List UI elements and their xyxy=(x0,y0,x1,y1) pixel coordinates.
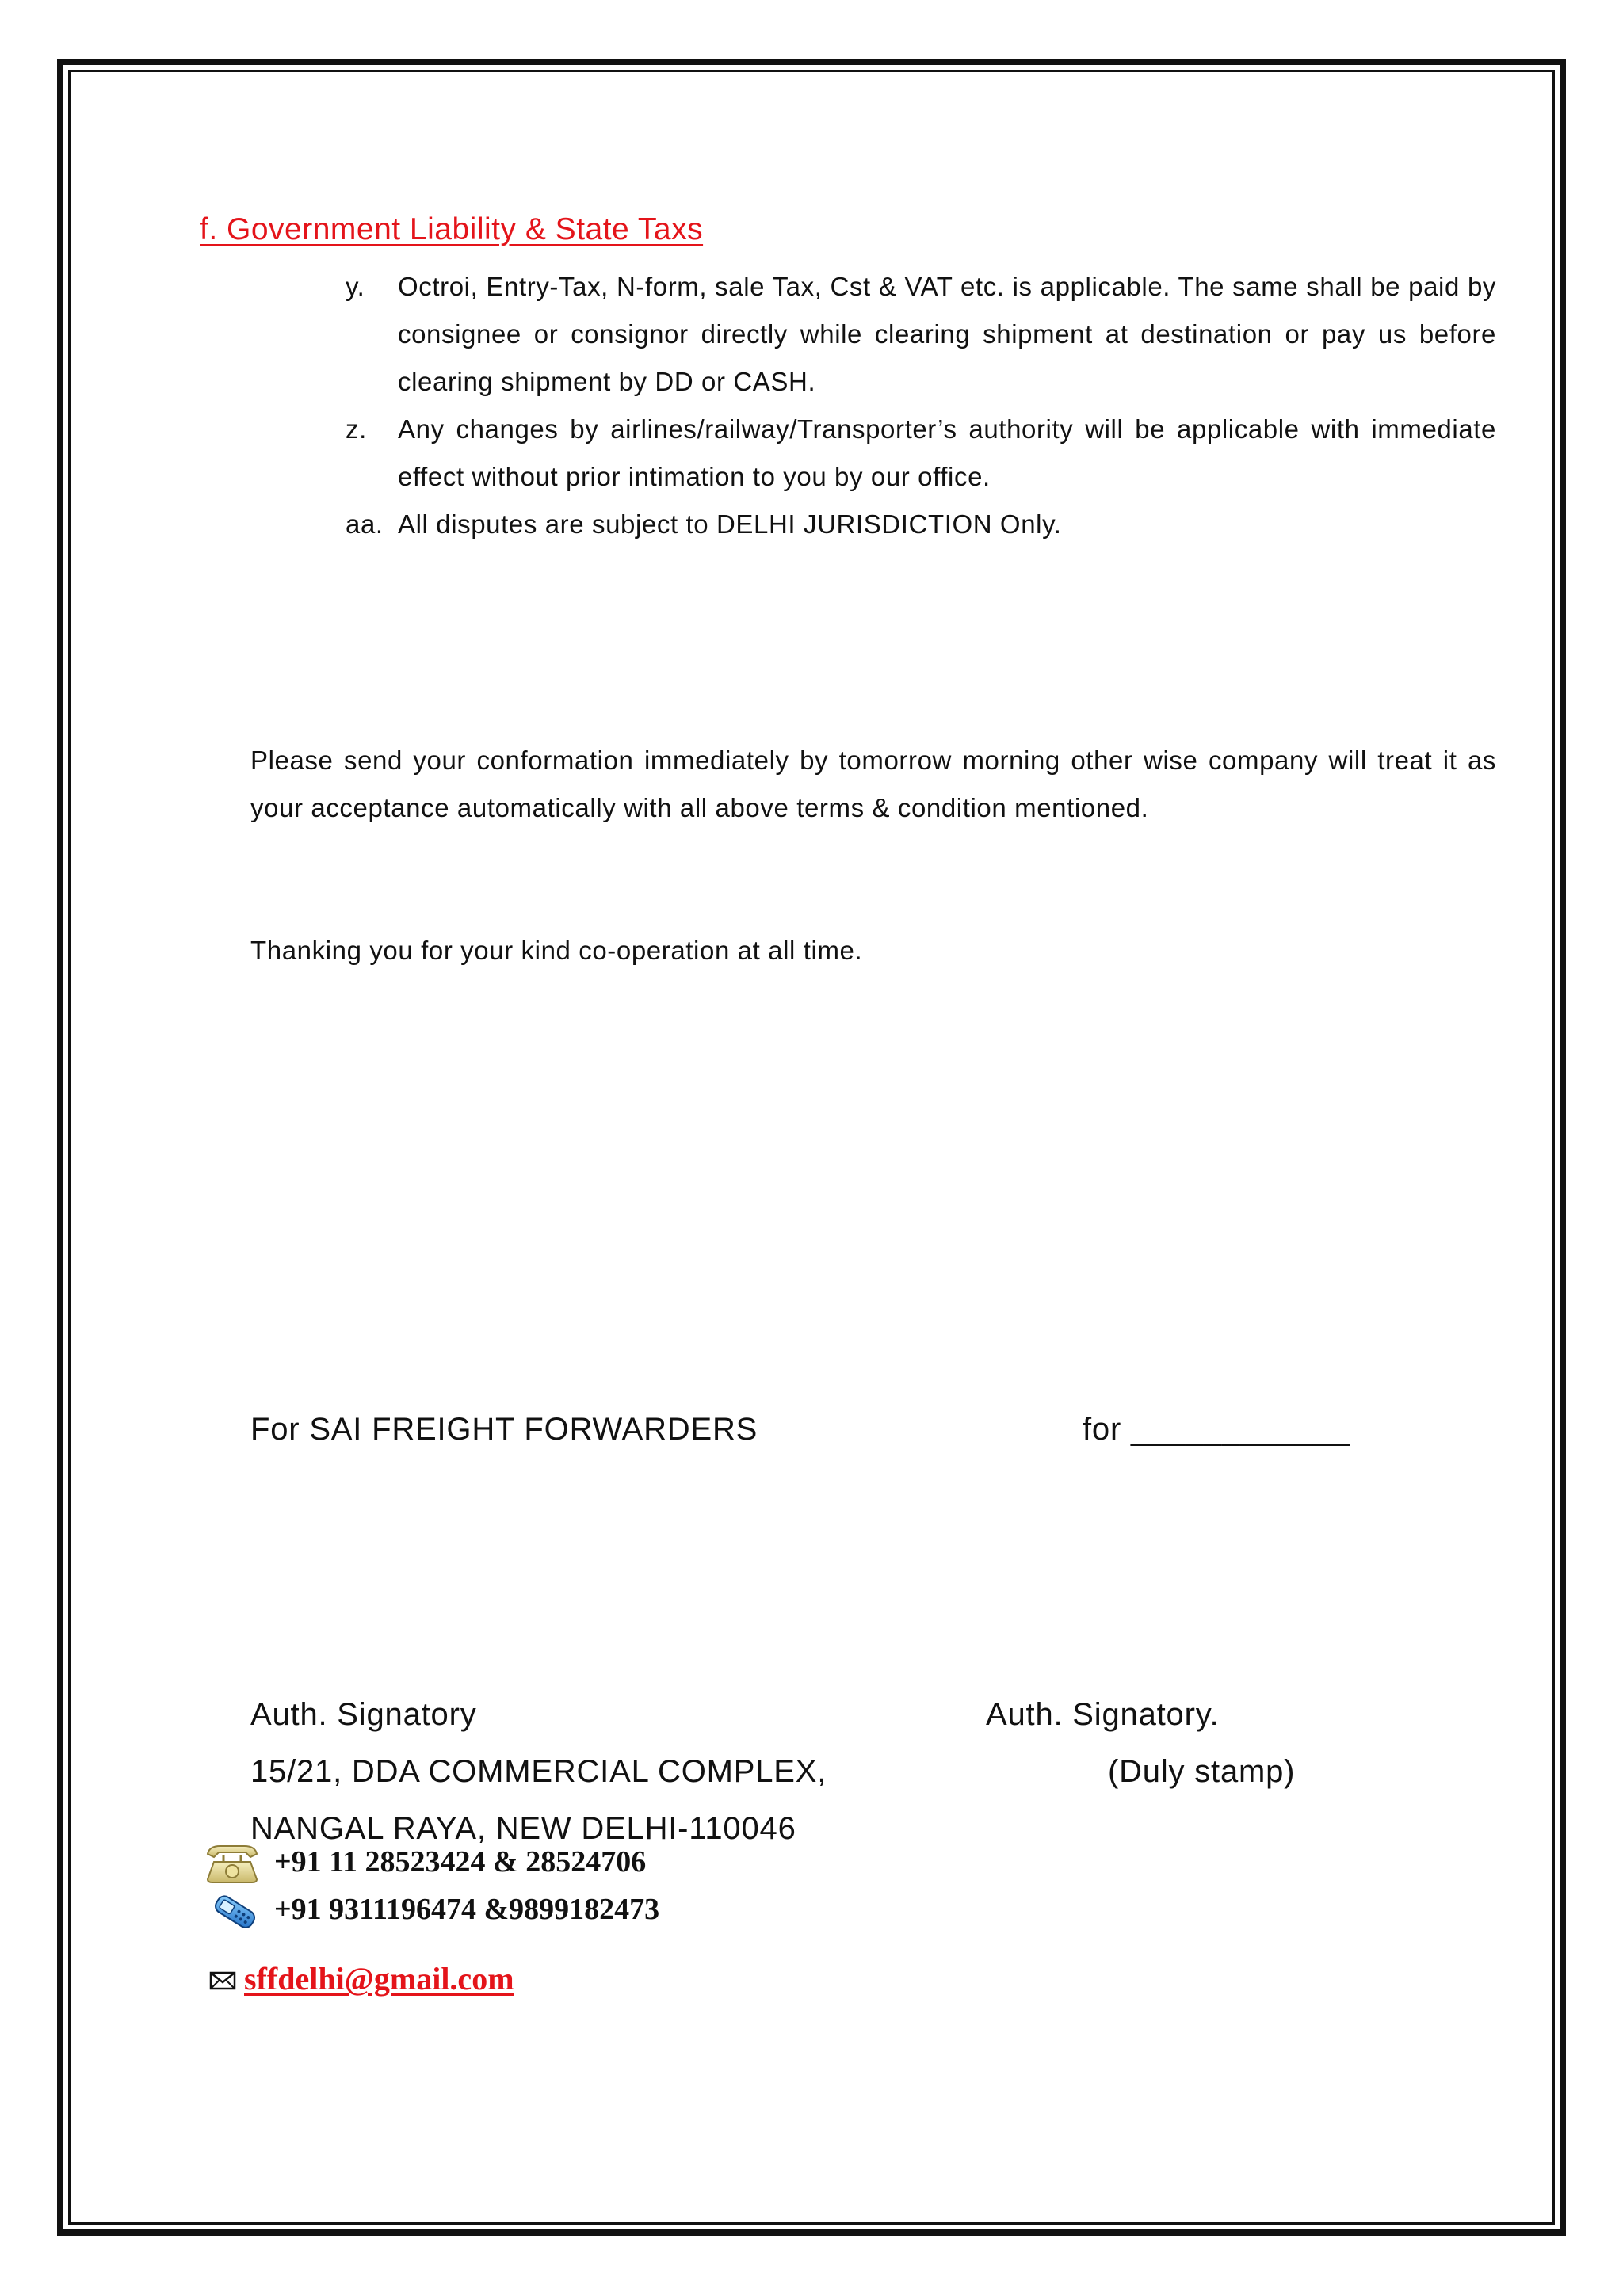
section-heading: f. Government Liability & State Taxs xyxy=(200,212,704,246)
confirmation-paragraph: Please send your conformation immediately by tomorrow morning other wise company will treat it as your acceptance automatically with all above terms & condition mentioned. xyxy=(250,746,1496,822)
address-line-1: 15/21, DDA COMMERCIAL COMPLEX, xyxy=(250,1754,827,1789)
terms-list xyxy=(346,263,1496,548)
telephone-icon xyxy=(203,1843,262,1886)
email-link[interactable]: sffdelhi@gmail.com xyxy=(244,1961,514,1997)
list-item-text: All disputes are subject to DELHI JURISDICTION Only. xyxy=(398,509,1062,539)
list-item xyxy=(346,406,1496,501)
list-item-text: Octroi, Entry-Tax, N-form, sale Tax, Cst & VAT etc. is applicable. The same shall be paid by consignee or consignor directly while clearing shipment at destination or pay us before clearing shipment by DD or CASH. xyxy=(398,272,1496,396)
envelope-icon xyxy=(209,1970,236,1992)
right-company-line: for ____________ xyxy=(1083,1412,1350,1447)
left-company-line: For SAI FREIGHT FORWARDERS xyxy=(250,1412,758,1447)
list-marker: y. xyxy=(346,272,365,301)
list-marker: aa. xyxy=(346,509,384,539)
list-marker: z. xyxy=(346,414,367,444)
phone-numbers: +91 11 28523424 & 28524706 xyxy=(274,1845,647,1878)
list-item xyxy=(346,501,1496,548)
thanks-paragraph: Thanking you for your kind co-operation at all time. xyxy=(250,936,863,965)
mobile-phone-icon xyxy=(203,1890,265,1932)
right-signatory: Auth. Signatory. xyxy=(986,1697,1220,1732)
left-signatory: Auth. Signatory xyxy=(250,1697,477,1732)
mobile-numbers: +91 9311196474 &9899182473 xyxy=(274,1893,660,1926)
stamp-note: (Duly stamp) xyxy=(1108,1754,1296,1789)
list-item-text: Any changes by airlines/railway/Transporter’s authority will be applicable with immediate effect without prior intimation to you by our office. xyxy=(398,414,1496,491)
list-item xyxy=(346,263,1496,406)
address-line-2: NANGAL RAYA, NEW DELHI-110046 xyxy=(250,1811,796,1846)
